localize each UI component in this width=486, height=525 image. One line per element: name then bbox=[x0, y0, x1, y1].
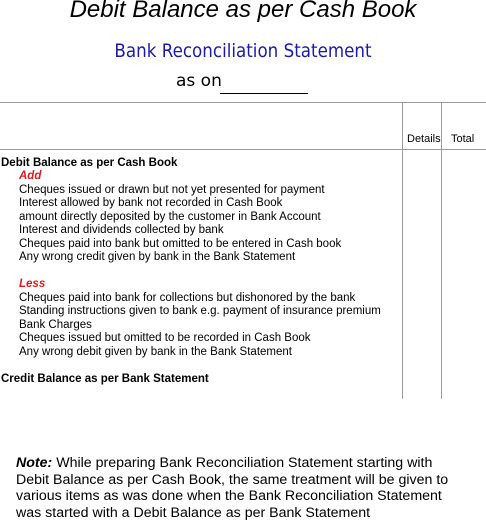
list-item: Bank Charges bbox=[19, 319, 92, 331]
statement-heading: Bank Reconciliation Statement bbox=[114, 40, 372, 62]
list-item: Any wrong credit given by bank in the Bank Statement bbox=[19, 251, 296, 263]
list-item: Interest allowed by bank not recorded in Cash Book bbox=[19, 197, 283, 209]
list-item: Cheques paid into bank for collections but dishonored by the bank bbox=[19, 292, 356, 304]
table-header-divider bbox=[0, 149, 486, 150]
list-item: Cheques paid into bank but omitted to be entered in Cash book bbox=[19, 238, 342, 250]
closing-balance-row: Credit Balance as per Bank Statement bbox=[1, 373, 209, 385]
list-item: Cheques issued or drawn but not yet presented for payment bbox=[19, 184, 325, 196]
details-column-border bbox=[402, 102, 403, 399]
page-title: Debit Balance as per Cash Book bbox=[69, 0, 417, 23]
list-item: Interest and dividends collected by bank bbox=[19, 224, 224, 236]
list-item: Cheques issued but omitted to be recorded in Cash Book bbox=[19, 332, 311, 344]
table-top-border bbox=[0, 102, 486, 103]
add-label: Add bbox=[19, 170, 42, 182]
note-paragraph bbox=[16, 455, 461, 521]
list-item: Standing instructions given to bank e.g. payment of insurance premium bbox=[19, 305, 381, 317]
list-item: Any wrong debit given by bank in the Bank Statement bbox=[19, 346, 292, 358]
total-column-border bbox=[441, 102, 442, 399]
total-column-header: Total bbox=[451, 133, 475, 145]
date-blank-line bbox=[220, 93, 308, 94]
opening-balance-row: Debit Balance as per Cash Book bbox=[1, 157, 178, 169]
as-on-label: as on bbox=[176, 71, 222, 91]
note-text: While preparing Bank Reconciliation Statement starting with Debit Balance as per Cash Book, the same treatment will be given to various items as was done when the Bank Reconciliation Statement was started with a Debit Balance as per Bank Statement bbox=[16, 455, 449, 521]
note-label: Note: bbox=[16, 455, 53, 471]
less-label: Less bbox=[19, 278, 46, 290]
details-column-header: Details bbox=[407, 133, 441, 145]
list-item: amount directly deposited by the customer in Bank Account bbox=[19, 211, 321, 223]
